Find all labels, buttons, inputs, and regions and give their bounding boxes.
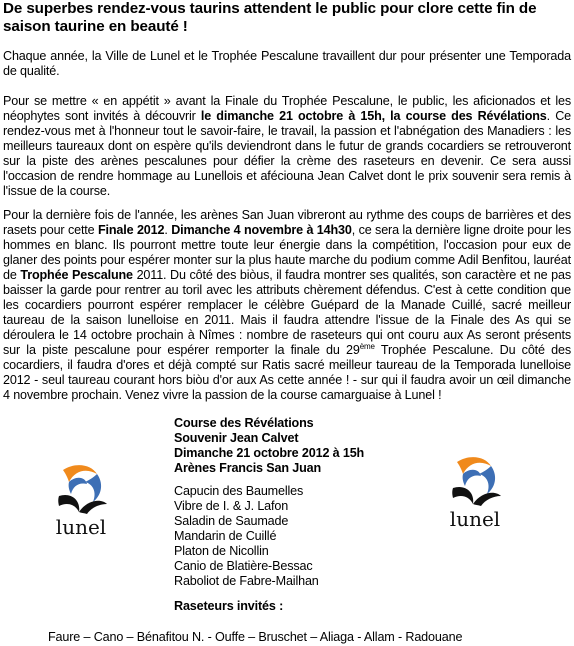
event-date: Dimanche 21 octobre 2012 à 15h [174, 446, 365, 460]
intro-paragraph: Chaque année, la Ville de Lunel et le Trophée Pescalune travaillent dur pour présenter une Temporada de qualité. [3, 49, 571, 78]
list-item: Vibre de I. & J. Lafon [174, 499, 289, 513]
lunel-logo [435, 452, 515, 530]
list-item: Capucin des Baumelles [174, 484, 304, 498]
finale-highlight: Finale 2012 [97, 223, 165, 237]
list-item: Platon de Nicollin [174, 544, 269, 558]
list-item: Canio de Blatière-Bessac [174, 559, 313, 573]
paragraph-text: Pour se mettre « en appétit » avant la Finale du Trophée Pescalune, le public, les aficionados et les néophytes sont invités à découvrir [3, 94, 571, 123]
revelations-paragraph [3, 94, 571, 199]
finale-date-highlight: Dimanche 4 novembre à 14h30 [171, 223, 352, 237]
event-date-highlight: le dimanche 21 octobre à 15h, la course des Révélations [200, 109, 547, 123]
logo-text: lunel [449, 507, 501, 530]
finale-paragraph [3, 208, 571, 403]
list-item: Mandarin de Cuillé [174, 529, 277, 543]
event-info [174, 416, 364, 476]
paragraph-text: 2011. Du côté des biòus, il faudra montrer ses qualités, son caractère et ne pas baisser la garde pour rentrer au toril avec les attributs chèrement défendus. C'est à cette condition que les cocardiers pourront espérer remplacer le célèbre Guépard de la Manade Cuillé, sacré meilleur taureau de la saison lunelloise en 2011. Mais il faudra attendre l'issue de la Finale des As qui se déroulera le 14 octobre prochain à Nîmes : nombre de raseteurs qui ont couru aux As seront présents sur la piste pescalune pour espérer remporter la finale du 29 [3, 268, 572, 357]
event-venue: Arènes Francis San Juan [174, 461, 322, 475]
list-item: Raboliot de Fabre-Mailhan [174, 574, 319, 588]
paragraph-text: Trophée Pescalune. Du côté des cocardiers, il faudra d'ores et déjà compté sur Ratis sacré meilleur taureau de la Temporada lunelloise 2012 - seul taureau courant hors biòu d'or aux As cette année ! - sur qui il faudra avoir un œil dimanche 4 novembre prochain. Venez vivre la passion de la course camarguaise à Lunel ! [3, 343, 572, 402]
guests-heading: Raseteurs invités : [174, 599, 284, 613]
trophy-highlight: Trophée Pescalune [20, 268, 133, 282]
bull-list [174, 484, 319, 589]
event-name: Course des Révélations [174, 416, 314, 430]
lunel-logo [41, 460, 121, 538]
ordinal-suffix: ème [359, 341, 375, 351]
paragraph-text: Pour la dernière fois de l'année, les arènes San Juan vibreront au rythme des coups de barrières et des rasets pour cette [3, 208, 571, 237]
article-title: De superbes rendez-vous taurins attendent le public pour clore cette fin de saison taurine en beauté ! [3, 0, 537, 35]
paragraph-text: . [164, 223, 172, 237]
lunel-emblem-icon [435, 452, 515, 530]
lunel-emblem-icon [41, 460, 121, 538]
guests-list: Faure – Cano – Bénafitou N. - Ouffe – Bruschet – Aliaga - Allam - Radouane [48, 630, 463, 644]
paragraph-text: . Ce rendez-vous met à l'honneur tout le savoir-faire, le travail, la passion et l'abnégation des Manadiers : les meilleurs taureaux dont on espère qu'ils deviendront dans le futur de grands cocardiers se retrouveront sur la piste des arènes pescalunes pour défier la crème des raseteurs en devenir. Ce sera aussi l'occasion de rendre hommage au Lunellois et aféciouna Jean Calvet dont le prix souvenir sera remis à l'issue de la course. [3, 109, 572, 198]
paragraph-text: , ce sera la dernière ligne droite pour les hommes en blanc. Ils pourront mettre toute leur énergie dans la compétition, l'occasion pour eux de glaner des points pour espérer monter sur la plus haute marche du podium comme Adil Benfitou, lauréat de [3, 223, 572, 282]
list-item: Saladin de Saumade [174, 514, 289, 528]
logo-text: lunel [55, 515, 107, 538]
event-subtitle: Souvenir Jean Calvet [174, 431, 299, 445]
